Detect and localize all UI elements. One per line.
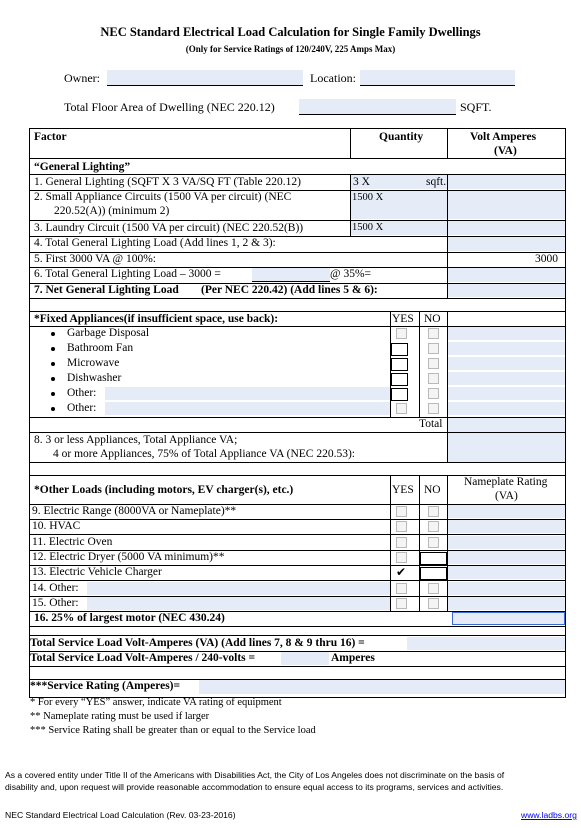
document-subtitle: (Only for Service Ratings of 120/240V, 225 Amps Max) <box>185 44 396 54</box>
other-no-checkbox[interactable] <box>428 537 439 548</box>
other-load-other-field[interactable] <box>87 597 390 610</box>
other-load-other-field[interactable] <box>87 582 390 595</box>
nameplate-header-1: Nameplate Rating <box>464 476 548 488</box>
line-7-label-bold: 7. Net General Lighting Load <box>34 284 179 296</box>
line-6-label-a: 6. Total General Lighting Load – 3000 = <box>34 268 221 280</box>
line-8-label-b: 4 or more Appliances, 75% of Total Appliance VA (NEC 220.53): <box>53 448 355 460</box>
other-no-checkbox[interactable] <box>428 506 439 517</box>
floor-area-label: Total Floor Area of Dwelling (NEC 220.12) <box>64 100 275 114</box>
other-yes-checkbox[interactable] <box>396 552 407 563</box>
line-2-va-field[interactable] <box>448 191 565 219</box>
line-1-label: 1. General Lighting (SQFT X 3 VA/SQ FT (Table 220.12) <box>34 176 301 188</box>
fixed-appliances-heading: *Fixed Appliances(if insufficient space, use back): <box>34 313 279 325</box>
other-load-label: 12. Electric Dryer (5000 VA minimum)** <box>32 551 225 563</box>
fixed-appliance-va-field[interactable] <box>448 372 565 385</box>
fixed-no-checkbox[interactable] <box>428 373 439 384</box>
other-yes-checkbox[interactable] <box>396 598 407 609</box>
line-8-va-field[interactable] <box>448 433 565 462</box>
ada-statement-line-1: As a covered entity under Title II of the Americans with Disabilities Act, the City of Los Angeles does not discriminate on the basis of <box>5 770 505 780</box>
note-1: * For every “YES” answer, indicate VA rating of equipment <box>30 697 282 708</box>
line-7-va-field[interactable] <box>448 284 565 297</box>
other-load-va-field[interactable] <box>448 520 565 533</box>
line-6-va-field[interactable] <box>448 268 565 282</box>
line-2-label-a: 2. Small Appliance Circuits (1500 VA per circuit) (NEC <box>34 191 292 203</box>
other-load-va-field[interactable] <box>448 597 565 610</box>
fixed-total-label: Total <box>419 418 443 430</box>
bullet-icon <box>51 347 55 351</box>
line-6-input-field[interactable] <box>252 268 330 282</box>
fixed-yes-checkbox[interactable] <box>391 373 408 386</box>
note-3: *** Service Rating shall be greater than or equal to the Service load <box>30 725 316 736</box>
col-quantity: Quantity <box>379 131 424 143</box>
service-rating-field[interactable] <box>199 680 565 694</box>
other-yes-checkbox[interactable] <box>396 583 407 594</box>
bullet-icon <box>51 377 55 381</box>
other-yes-header: YES <box>392 484 414 496</box>
line-2-qty-prefix: 1500 X <box>352 192 384 203</box>
owner-field[interactable] <box>107 70 303 86</box>
other-load-va-field[interactable] <box>448 536 565 549</box>
fixed-appliance-label: Other: <box>67 387 97 399</box>
other-loads-heading: *Other Loads (including motors, EV charger(s), etc.) <box>34 484 294 496</box>
fixed-no-checkbox[interactable] <box>428 403 439 414</box>
other-yes-checkbox[interactable] <box>396 521 407 532</box>
document-title: NEC Standard Electrical Load Calculation for Single Family Dwellings <box>100 25 481 39</box>
line-1-qty-unit: sqft. <box>426 176 447 188</box>
ada-statement-line-2: disability and, upon request will provide reasonable accommodation to ensure equal access to its programs, services and activities. <box>5 782 504 792</box>
fixed-no-checkbox[interactable] <box>428 388 439 399</box>
col-factor: Factor <box>34 131 67 143</box>
floor-area-field[interactable] <box>299 99 456 115</box>
fixed-total-field[interactable] <box>448 418 565 432</box>
other-load-va-field[interactable] <box>448 551 565 564</box>
line-16-va-field[interactable] <box>452 612 565 625</box>
line-2-label-b: 220.52(A)) (minimum 2) <box>54 205 170 217</box>
other-no-checkbox[interactable] <box>428 521 439 532</box>
fixed-yes-checkbox[interactable] <box>396 403 407 414</box>
fixed-no-checkbox[interactable] <box>428 343 439 354</box>
bullet-icon <box>51 362 55 366</box>
other-yes-checkbox[interactable] <box>396 506 407 517</box>
document-revision: NEC Standard Electrical Load Calculation (Rev. 03-23-2016) <box>5 810 236 820</box>
other-yes-checkbox[interactable] <box>396 537 407 548</box>
fixed-appliance-va-field[interactable] <box>448 357 565 370</box>
fixed-other-field[interactable] <box>105 387 390 400</box>
line-1-qty-prefix: 3 X <box>353 176 370 188</box>
fixed-yes-checkbox[interactable] <box>396 328 407 339</box>
other-no-checkbox[interactable] <box>428 598 439 609</box>
line-8-label-a: 8. 3 or less Appliances, Total Appliance VA; <box>34 434 238 446</box>
fixed-other-field[interactable] <box>105 402 390 415</box>
other-load-label: 14. Other: <box>32 582 79 594</box>
amperes-label: Amperes <box>331 652 375 664</box>
other-load-va-field[interactable] <box>448 566 565 579</box>
other-no-header: NO <box>424 484 441 496</box>
line-3-label: 3. Laundry Circuit (1500 VA per circuit) (NEC 220.52(B)) <box>34 222 304 234</box>
other-load-va-field[interactable] <box>448 582 565 595</box>
col-va-2: (VA) <box>494 145 517 157</box>
fixed-appliance-va-field[interactable] <box>448 342 565 355</box>
check-icon: ✔ <box>396 565 407 579</box>
other-load-va-field[interactable] <box>448 505 565 518</box>
fixed-yes-checkbox[interactable] <box>391 358 408 371</box>
total-service-240-field[interactable] <box>281 652 329 665</box>
other-load-label: 10. HVAC <box>32 520 81 532</box>
nameplate-header-2: (VA) <box>495 490 518 502</box>
ladbs-link[interactable]: www.ladbs.org <box>521 810 577 820</box>
location-field[interactable] <box>360 70 515 86</box>
line-6-label-b: @ 35%= <box>330 268 372 280</box>
note-2: ** Nameplate rating must be used if larger <box>30 711 210 722</box>
fixed-appliance-va-field[interactable] <box>448 327 565 340</box>
total-service-240-label: Total Service Load Volt-Amperes / 240-volts = <box>30 652 256 664</box>
fixed-appliance-label: Garbage Disposal <box>67 327 150 339</box>
fixed-appliance-va-field[interactable] <box>448 402 565 415</box>
other-no-checkbox[interactable] <box>420 552 447 565</box>
col-va-1: Volt Amperes <box>470 131 537 143</box>
general-lighting-heading: “General Lighting” <box>34 161 131 173</box>
fixed-appliance-label: Bathroom Fan <box>67 342 134 354</box>
fixed-no-checkbox[interactable] <box>428 358 439 369</box>
fixed-appliance-label: Other: <box>67 402 97 414</box>
total-service-load-label: Total Service Load Volt-Amperes (VA) (Add lines 7, 8 & 9 thru 16) = <box>30 637 365 649</box>
load-calculation-table <box>29 128 566 698</box>
other-load-label: 15. Other: <box>32 597 79 609</box>
fixed-yes-checkbox[interactable] <box>391 343 408 356</box>
line-4-label: 4. Total General Lighting Load (Add lines 1, 2 & 3): <box>34 237 276 249</box>
sqft-label: SQFT. <box>460 100 492 114</box>
fixed-yes-checkbox[interactable] <box>391 388 408 401</box>
line-4-va-field[interactable] <box>448 237 565 251</box>
line-5-label: 5. First 3000 VA @ 100%: <box>34 253 156 265</box>
other-no-checkbox[interactable] <box>420 567 447 580</box>
line-7-label-rest: (Per NEC 220.42) (Add lines 5 & 6): <box>201 284 378 296</box>
other-load-label: 11. Electric Oven <box>32 536 113 548</box>
fixed-no-checkbox[interactable] <box>428 328 439 339</box>
service-rating-label: ***Service Rating (Amperes)= <box>30 680 181 692</box>
bullet-icon <box>51 392 55 396</box>
fixed-appliance-label: Microwave <box>67 357 120 369</box>
line-3-qty-prefix: 1500 X <box>352 222 384 233</box>
total-service-load-field[interactable] <box>407 637 565 650</box>
line-3-va-field[interactable] <box>448 221 565 235</box>
owner-label: Owner: <box>64 71 100 85</box>
fixed-no-header: NO <box>424 313 441 325</box>
fixed-appliance-va-field[interactable] <box>448 387 565 400</box>
line-5-va: 3000 <box>535 253 558 265</box>
other-no-checkbox[interactable] <box>428 583 439 594</box>
location-label: Location: <box>310 71 356 85</box>
bullet-icon <box>51 332 55 336</box>
other-load-label: 9. Electric Range (8000VA or Nameplate)** <box>32 505 237 517</box>
bullet-icon <box>51 407 55 411</box>
fixed-appliance-label: Dishwasher <box>67 372 122 384</box>
other-load-label: 13. Electric Vehicle Charger <box>32 566 162 578</box>
fixed-yes-header: YES <box>392 313 414 325</box>
line-1-va-field[interactable] <box>448 175 565 189</box>
line-16-label: 16. 25% of largest motor (NEC 430.24) <box>34 612 225 624</box>
